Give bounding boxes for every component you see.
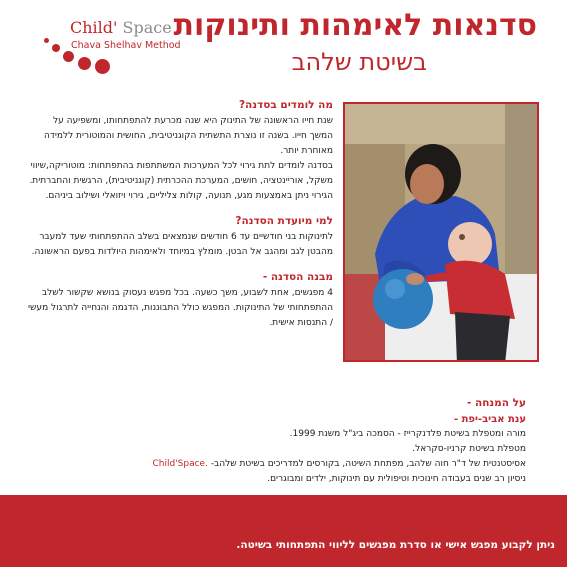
section-heading: מה לומדים בסדנה?	[238, 99, 333, 111]
logo-tagline: Chava Shelhav Method	[71, 40, 181, 51]
page-subtitle: בשיטת שלהב	[291, 48, 427, 76]
footer-text: ניתן לקבוע מפגש אישי או סדרת מפגשים לליווי התפתחותי בשיטה.	[236, 539, 555, 551]
section-structure	[28, 270, 333, 331]
instructor-line: מורה ומטפלת בשיטת פלדנקרייז - הסמכה ביג"ל משנת 1999.	[289, 429, 526, 439]
logo	[40, 14, 190, 79]
section-heading: מבנה הסדנה -	[262, 271, 333, 283]
section-heading: למי מיועדת הסדנה?	[235, 215, 333, 227]
mother-baby-illustration	[345, 104, 539, 362]
section-paragraph: בסדנה לומדים לתת גירוי לכל המערכות המשתתפות בהתפתחות: מוטוריקה,שיווי משקל, אוריינטציה, חושים, המערכת ההכרתית (קוגניטיבית), הרגשית והחברתית. הגירוי ניתן באמצעות מגע, תנועה, קולות צליליים, גירוי ויזואלי ושילוב ביניהם.	[29, 161, 333, 201]
instructor-heading: על המנחה -	[466, 397, 526, 409]
logo-brand: Child' Space	[70, 18, 172, 37]
section-for-whom	[28, 214, 333, 260]
brand-inline: Child'Space.	[152, 459, 208, 469]
section-paragraph: שנת חייו הראשונה של התינוק היא שנה מכרעת להתפתחותו, ומשפיעה על המשך חייו. בשנה זו נוצרת התשתית הקוגניטיבית, החושית והמוטורית ללמידה מאוחרת יותר.	[44, 116, 333, 156]
section-paragraph: 4 מפגשים, אחת לשבוע, משך כשעה. בכל מפגש נעסוק בנושא שקשור לשלב ההתפתחותי של התינוקות. המפגש כולל התבוננות, הדגמה והנחייה לתרגול מעשי / התנסות אישית.	[28, 288, 333, 328]
mother-baby-photo	[343, 102, 539, 362]
main-content	[28, 98, 333, 341]
page-title: סדנאות לאימהות ותינוקות	[173, 8, 537, 43]
footer-banner	[0, 495, 567, 567]
section-what	[28, 98, 333, 204]
instructor-section	[28, 396, 526, 487]
instructor-line: ניסיון רב שנים בעבודה חינוכית וטיפולית עם תינוקות, ילדים ומבוגרים.	[267, 474, 526, 484]
instructor-line: מטפלת בשיטת קרניו-סקראל.	[412, 444, 526, 454]
instructor-name: ענת אביב-יפת -	[453, 414, 526, 425]
instructor-line: אסיסטנטית של ד"ר חוה שלהב, מפתחת השיטה, בקורסים למדריכים בשיטת שלהב- Child'Space.	[152, 459, 526, 469]
section-paragraph: לתינוקות בני חודשיים עד 6 חודשים שנמצאים בשלב ההתפתחותי שעד למעבר מהבטן לגב ומהגב אל הבטן. מומלץ במיוחד ולאימהות היולדות בפעם הראשונה.	[31, 232, 333, 257]
